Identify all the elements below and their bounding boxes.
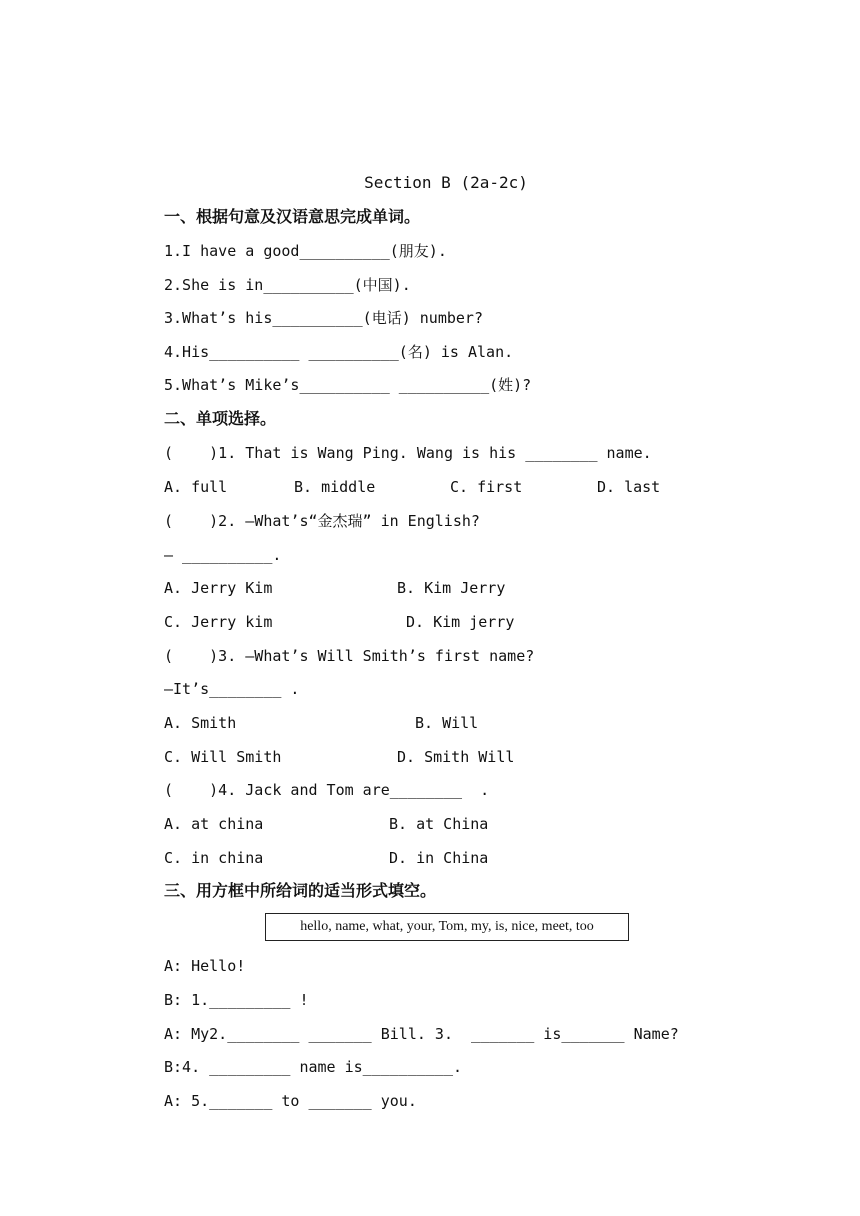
dialogue-line-2: B: 1._________ ! [164,991,309,1009]
part1-item-5: 5.What’s Mike’s__________ __________(姓)? [164,376,532,394]
part1-item-1: 1.I have a good__________(朋友). [164,242,447,260]
q3-option-b: B. Will [415,714,479,732]
q4-option-d: D. in China [389,849,489,867]
q1-option-a: A. full [164,478,228,496]
q2-option-b: B. Kim Jerry [397,579,506,597]
dialogue-line-4: B:4. _________ name is__________. [164,1058,463,1076]
page-title: Section B (2a-2c) [364,173,528,192]
part1-item-2: 2.She is in__________(中国). [164,276,411,294]
q4-stem: ( )4. Jack and Tom are________ . [164,781,490,799]
q2-option-d: D. Kim jerry [406,613,515,631]
q3-option-d: D. Smith Will [397,748,515,766]
q4-option-a: A. at china [164,815,264,833]
dialogue-line-3: A: My2.________ _______ Bill. 3. _______ is_______ Name? [164,1025,679,1043]
q3-answer-line: —It’s________ . [164,680,300,698]
q2-option-c: C. Jerry kim [164,613,273,631]
q1-option-d: D. last [597,478,661,496]
q3-option-c: C. Will Smith [164,748,282,766]
q1-option-b: B. middle [294,478,376,496]
part3-heading: 三、用方框中所给词的适当形式填空。 [164,881,437,900]
q2-answer-line: — __________. [164,546,282,564]
dialogue-line-5: A: 5._______ to _______ you. [164,1092,417,1110]
dialogue-line-1: A: Hello! [164,957,246,975]
part1-heading: 一、根据句意及汉语意思完成单词。 [164,207,421,226]
part1-item-3: 3.What’s his__________(电话) number? [164,309,483,327]
part2-heading: 二、单项选择。 [164,409,277,428]
q3-stem: ( )3. —What’s Will Smith’s first name? [164,647,535,665]
q4-option-c: C. in china [164,849,264,867]
q1-stem: ( )1. That is Wang Ping. Wang is his ________ name. [164,444,652,462]
q1-option-c: C. first [450,478,523,496]
part1-item-4: 4.His__________ __________(名) is Alan. [164,343,514,361]
q3-option-a: A. Smith [164,714,237,732]
word-box: hello, name, what, your, Tom, my, is, nice, meet, too [265,913,629,941]
q2-option-a: A. Jerry Kim [164,579,273,597]
q4-option-b: B. at China [389,815,489,833]
q2-stem: ( )2. —What’s“金杰瑞” in English? [164,512,480,530]
